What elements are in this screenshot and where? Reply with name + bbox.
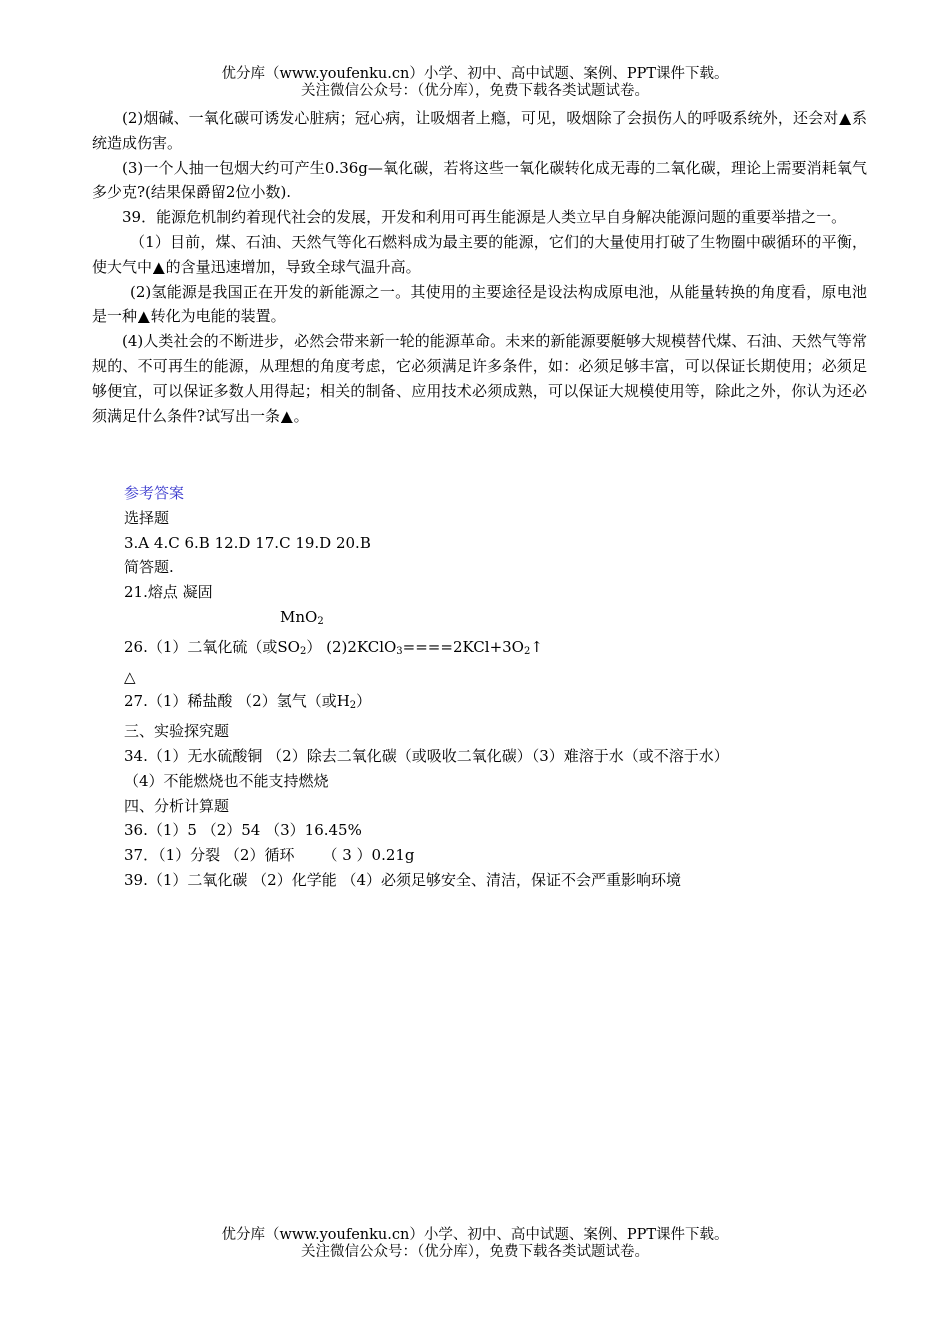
a26-text-3: ====2KCl+3O bbox=[402, 637, 524, 656]
answer-39: 39.（1）二氧化碳 （2）化学能 （4）必须足够安全、清洁，保证不会严重影响环境 bbox=[124, 870, 682, 889]
a26-text-4: ↑ bbox=[530, 637, 543, 656]
q38-2-text-end: 系统造成伤害。 bbox=[92, 109, 867, 152]
a26-text-1: 26.（1）二氧化硫（或SO bbox=[124, 637, 300, 656]
q39-1-text-end: 的含量迅速增加，导致全球气温升高。 bbox=[165, 257, 421, 276]
footer-line-2: 关注微信公众号：（优分库），免费下载各类试题试卷。 bbox=[301, 1244, 649, 1260]
q39-4-text: (4)人类社会的不断进步，必然会带来新一轮的能源革命。未来的新能源要艇够大规模替代煤、石油、天然气等常规的、不可再生的能源，从理想的角度考虑，它必须满足许多条件，如：必须足够丰富，可以保证长期使用；必须足够便宜，可以保证多数人用得起；相关的制备、应用技术必须成熟，可以保证大规模使用等，除此之外，你认为还必须满足什么条件?试写出一条 bbox=[92, 332, 867, 425]
a37-text-2: （ 3 ）0.21g bbox=[322, 846, 415, 865]
section-choice-heading: 选择题 bbox=[124, 508, 170, 527]
answer-34-line-2: （4）不能燃烧也不能支持燃烧 bbox=[124, 771, 329, 790]
question-39-part-4 bbox=[92, 329, 867, 428]
answer-27 bbox=[124, 689, 884, 719]
a26-subscript-3: 2 bbox=[523, 645, 531, 657]
section-short-heading: 简答题. bbox=[124, 558, 174, 577]
answer-37 bbox=[124, 843, 884, 868]
footer-line-1: 优分库（www.youfenku.cn）小学、初中、高中试题、案例、PPT课件下载。 bbox=[221, 1227, 729, 1243]
answer-36: 36.（1）5 （2）54 （3）16.45% bbox=[124, 821, 362, 840]
q38-2-text: (2)烟碱、一氧化碳可诱发心脏病；冠心病，让吸烟者上瘾，可见，吸烟除了会损伤人的呼吸系统外，还会对 bbox=[122, 109, 839, 127]
answer-key bbox=[124, 481, 884, 893]
a26-text-2: ） (2)2KClO bbox=[306, 637, 397, 656]
question-39-part-1 bbox=[92, 230, 867, 280]
q39-4-text-end: 。 bbox=[293, 406, 309, 425]
a26-subscript-1: 2 bbox=[299, 645, 307, 657]
question-39-part-2 bbox=[92, 280, 867, 330]
question-38-part-3: (3)一个人抽一包烟大约可产生0.36g—氧化碳，若将这些一氧化碳转化成无毒的二氧化碳，理论上需要消耗氧气多少克?(结果保爵留2位小数). bbox=[92, 158, 867, 202]
a37-text-1: 37．（1）分裂 （2）循环 bbox=[124, 846, 295, 865]
answer-blank: ▲ bbox=[138, 307, 150, 326]
header-line-1: 优分库（www.youfenku.cn）小学、初中、高中试题、案例、PPT课件下载。 bbox=[221, 66, 729, 82]
answer-26 bbox=[124, 635, 884, 665]
q39-1-text: （1）目前，煤、石油、天然气等化石燃料成为最主要的能源，它们的大量使用打破了生物圈中碳循环的平衡，使大气中 bbox=[92, 232, 867, 276]
section-calc-heading: 四、分析计算题 bbox=[124, 796, 230, 815]
catalyst-subscript: 2 bbox=[317, 615, 324, 627]
answer-21: 21.熔点 凝固 bbox=[124, 583, 213, 602]
answer-key-title: 参考答案 bbox=[124, 484, 185, 502]
a27-text-2: ） bbox=[356, 692, 372, 711]
choice-answers: 3.A 4.C 6.B 12.D 17.C 19.D 20.B bbox=[124, 533, 371, 552]
heat-symbol: △ bbox=[124, 667, 136, 686]
answer-blank: ▲ bbox=[839, 109, 851, 127]
question-39-intro: 39．能源危机制约着现代社会的发展，开发和利用可再生能源是人类立早自身解决能源问题的重要举措之一。 bbox=[122, 208, 847, 227]
header-line-2: 关注微信公众号：（优分库），免费下载各类试题试卷。 bbox=[301, 83, 649, 99]
a27-text-1: 27.（1）稀盐酸 （2）氢气（或H bbox=[124, 692, 350, 711]
page-header bbox=[0, 66, 950, 100]
answer-34-line-1: 34.（1）无水硫酸铜 （2）除去二氧化碳（或吸收二氧化碳）（3）难溶于水（或不溶于水） bbox=[124, 746, 729, 765]
section-experiment-heading: 三、实验探究题 bbox=[124, 722, 230, 741]
question-38-part-2 bbox=[92, 106, 867, 156]
page-footer bbox=[0, 1227, 950, 1261]
q39-2-text-end: 转化为电能的装置。 bbox=[150, 307, 286, 326]
q39-2-text: (2)氢能源是我国正在开发的新能源之一。其使用的主要途径是设法构成原电池，从能量转换的角度看，原电池是一种 bbox=[92, 282, 867, 326]
answer-blank: ▲ bbox=[281, 406, 293, 425]
questions-body bbox=[92, 106, 867, 428]
answer-blank: ▲ bbox=[153, 257, 165, 276]
answer-26-catalyst bbox=[124, 605, 884, 635]
a27-subscript: 2 bbox=[349, 700, 357, 712]
a26-subscript-2: 3 bbox=[396, 645, 403, 657]
catalyst-label: MnO bbox=[280, 607, 318, 626]
